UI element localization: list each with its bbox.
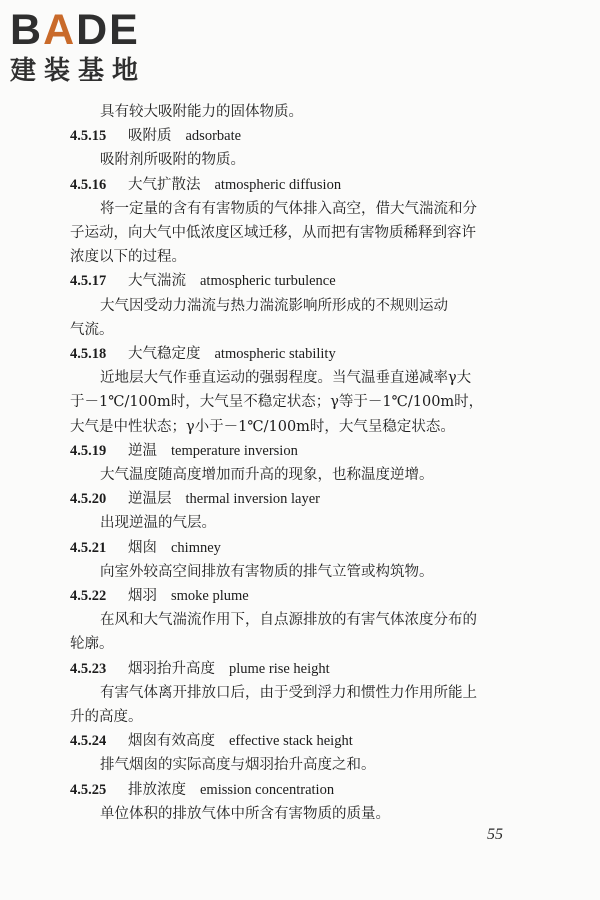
entry-chinese-term: 大气湍流 (128, 273, 186, 290)
glossary-entry (70, 439, 530, 487)
entry-english-term: smoke plume (171, 588, 249, 605)
glossary-content (70, 100, 530, 826)
entry-definition-line: 近地层大气作垂直运动的强弱程度。当气温垂直递减率γ大 (100, 370, 472, 387)
entry-definition-line: 气流。 (70, 321, 114, 338)
entry-chinese-term: 烟羽 (128, 588, 157, 605)
entry-heading (70, 657, 530, 681)
glossary-entry (70, 778, 530, 826)
glossary-entry (70, 173, 530, 270)
entry-number: 4.5.23 (70, 660, 107, 677)
entry-number: 4.5.25 (70, 781, 107, 798)
entry-number: 4.5.17 (70, 273, 107, 290)
entry-heading (70, 439, 530, 463)
entry-number: 4.5.21 (70, 539, 107, 556)
entry-number: 4.5.16 (70, 176, 107, 193)
entry-heading (70, 269, 530, 293)
entry-english-term: plume rise height (229, 660, 330, 677)
entry-chinese-term: 烟羽抬升高度 (128, 660, 215, 677)
entry-definition-line: 将一定量的含有有害物质的气体排入高空，借大气湍流和分 (100, 200, 477, 217)
brand-logo (10, 6, 185, 92)
entry-definition-line: 吸附剂所吸附的物质。 (100, 152, 245, 169)
entry-definition-line: 大气是中性状态；γ小于－1℃/100m时，大气呈稳定状态。 (70, 418, 455, 435)
logo-wordmark: BADE (10, 6, 140, 54)
entry-definition-line: 子运动，向大气中低浓度区域迁移，从而把有害物质稀释到容许 (70, 225, 476, 242)
entry-definition-line: 大气温度随高度增加而升高的现象，也称温度逆增。 (100, 467, 434, 484)
entry-heading (70, 173, 530, 197)
entry-number: 4.5.19 (70, 442, 107, 459)
glossary-entry (70, 657, 530, 730)
glossary-entry (70, 584, 530, 657)
entry-number: 4.5.24 (70, 733, 107, 750)
glossary-entry (70, 269, 530, 342)
entry-number: 4.5.15 (70, 128, 107, 145)
glossary-entries (70, 124, 530, 826)
entry-english-term: temperature inversion (171, 442, 298, 459)
intro-continuation: 具有较大吸附能力的固体物质。 (100, 104, 303, 120)
entry-number: 4.5.18 (70, 346, 107, 363)
entry-chinese-term: 烟囱有效高度 (128, 733, 215, 750)
entry-definition-line: 有害气体离开排放口后，由于受到浮力和惯性力作用所能上 (100, 684, 477, 701)
glossary-entry (70, 124, 530, 172)
entry-english-term: adsorbate (185, 128, 242, 145)
entry-english-term: emission concentration (200, 781, 335, 798)
entry-chinese-term: 逆温层 (128, 491, 172, 508)
entry-heading (70, 536, 530, 560)
entry-english-term: thermal inversion layer (185, 491, 320, 508)
entry-chinese-term: 逆温 (128, 442, 157, 459)
entry-definition-line: 于－1℃/100m时，大气呈不稳定状态；γ等于－1℃/100m时， (70, 394, 484, 411)
logo-chinese-text: 建装基地 (10, 56, 147, 86)
entry-definition-line: 轮廓。 (70, 636, 114, 653)
entry-english-term: effective stack height (229, 733, 353, 750)
entry-chinese-term: 大气稳定度 (128, 346, 201, 363)
entry-chinese-term: 烟囱 (128, 539, 157, 556)
entry-number: 4.5.20 (70, 491, 107, 508)
glossary-entry (70, 729, 530, 777)
entry-definition-line: 升的高度。 (70, 709, 143, 726)
entry-chinese-term: 排放浓度 (128, 781, 186, 798)
entry-number: 4.5.22 (70, 588, 107, 605)
glossary-entry (70, 487, 530, 535)
glossary-entry (70, 536, 530, 584)
entry-english-term: atmospheric turbulence (200, 273, 336, 290)
entry-definition-line: 出现逆温的气层。 (100, 515, 216, 532)
entry-definition-line: 单位体积的排放气体中所含有害物质的质量。 (100, 805, 390, 822)
entry-chinese-term: 吸附质 (128, 128, 172, 145)
entry-definition-line: 排气烟囱的实际高度与烟羽抬升高度之和。 (100, 757, 376, 774)
entry-chinese-term: 大气扩散法 (128, 176, 201, 193)
entry-heading (70, 729, 530, 753)
entry-definition-line: 大气因受动力湍流与热力湍流影响所形成的不规则运动 (100, 297, 448, 314)
entry-definition-line: 向室外较高空间排放有害物质的排气立管或构筑物。 (100, 563, 434, 580)
entry-heading (70, 778, 530, 802)
glossary-entry (70, 342, 530, 439)
entry-heading (70, 584, 530, 608)
entry-definition-line: 浓度以下的过程。 (70, 249, 186, 266)
entry-definition-line: 在风和大气湍流作用下，自点源排放的有害气体浓度分布的 (100, 612, 477, 629)
entry-english-term: chimney (171, 539, 221, 556)
entry-heading (70, 487, 530, 511)
entry-heading (70, 124, 530, 148)
entry-english-term: atmospheric diffusion (214, 176, 342, 193)
entry-heading (70, 342, 530, 366)
page-number: 55 (487, 826, 503, 843)
entry-english-term: atmospheric stability (214, 346, 336, 363)
